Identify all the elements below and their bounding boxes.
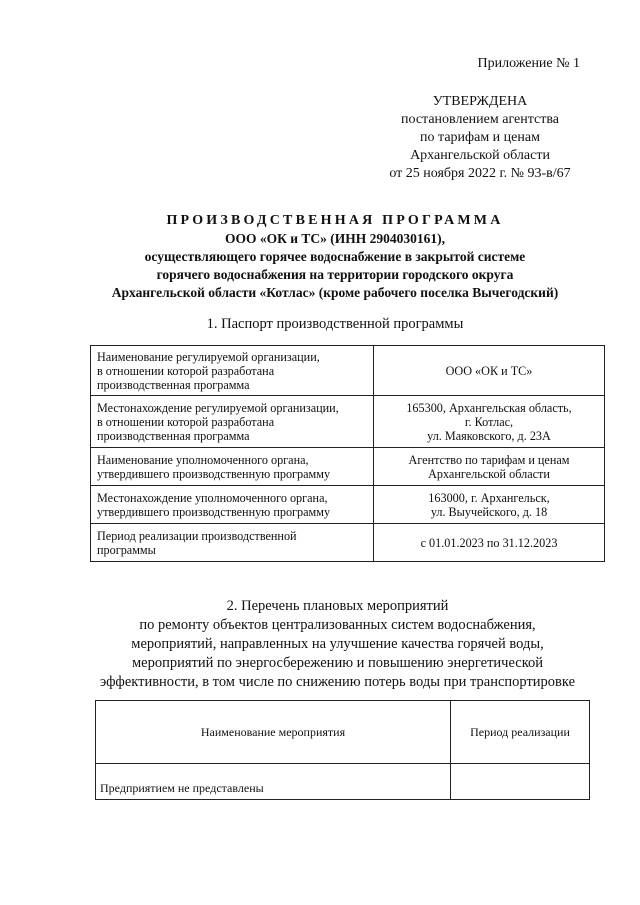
cell-line: ул. Выучейского, д. 18 xyxy=(430,504,548,519)
title-line: мероприятий по энергосбережению и повышению энергетической xyxy=(131,655,544,671)
table-row xyxy=(91,486,605,524)
cell-line: Наименование уполномоченного органа, xyxy=(97,452,309,467)
cell-line: ул. Маяковского, д. 23А xyxy=(427,428,551,443)
annex-number: Приложение № 1 xyxy=(477,56,580,71)
measure-cell: Предприятием не представлены xyxy=(96,764,451,800)
cell-line: Местонахождение уполномоченного органа, xyxy=(97,490,328,505)
cell-line: Период реализации производственной xyxy=(97,528,297,543)
section2-title xyxy=(60,597,615,692)
row-label xyxy=(91,448,374,486)
row-label xyxy=(91,524,374,562)
cell-line: производственная программа xyxy=(97,377,250,392)
approval-line: постановлением агентства xyxy=(401,112,559,127)
section1-title: 1. Паспорт производственной программы xyxy=(206,316,464,332)
cell-line: утвердившего производственную программу xyxy=(97,466,331,481)
cell-line: Агентство по тарифам и ценам xyxy=(408,452,570,467)
row-label xyxy=(91,486,374,524)
table-row xyxy=(91,448,605,486)
cell-line: утвердившего производственную программу xyxy=(97,504,331,519)
row-label xyxy=(91,396,374,448)
cell-line: в отношении которой разработана xyxy=(97,414,275,429)
table-header-row xyxy=(96,701,590,764)
passport-table xyxy=(90,345,605,562)
column-header-measure: Наименование мероприятия xyxy=(96,701,451,764)
cell-line: 163000, г. Архангельск, xyxy=(428,490,550,505)
cell-line: Наименование регулируемой организации, xyxy=(97,349,320,364)
row-value xyxy=(374,448,605,486)
cell-line: программы xyxy=(97,542,156,557)
document-title: ПРОИЗВОДСТВЕННАЯ ПРОГРАММА xyxy=(166,213,504,228)
cell-line: производственная программа xyxy=(97,428,250,443)
table-row xyxy=(91,346,605,396)
title-line: по ремонту объектов централизованных систем водоснабжения, xyxy=(139,617,536,633)
row-value xyxy=(374,486,605,524)
approval-line: по тарифам и ценам xyxy=(420,130,540,145)
table-row xyxy=(91,524,605,562)
title-line: эффективности, в том числе по снижению потерь воды при транспортировке xyxy=(99,674,576,690)
column-header-period: Период реализации xyxy=(451,701,590,764)
table-row xyxy=(96,764,590,800)
table-row xyxy=(91,396,605,448)
cell-line: г. Котлас, xyxy=(464,414,514,429)
heading-line: Архангельской области «Котлас» (кроме рабочего поселка Вычегодский) xyxy=(111,285,559,300)
approved-label: УТВЕРЖДЕНА xyxy=(432,94,528,109)
approval-date: от 25 ноября 2022 г. № 93-в/67 xyxy=(389,166,571,181)
heading-line: ООО «ОК и ТС» (ИНН 2904030161), xyxy=(224,231,446,246)
measures-table xyxy=(95,700,590,800)
cell-line: Архангельской области xyxy=(428,466,550,481)
period-cell xyxy=(451,764,590,800)
title-line: мероприятий, направленных на улучшение качества горячей воды, xyxy=(131,636,544,652)
document-heading xyxy=(60,212,610,302)
row-label xyxy=(91,346,374,396)
heading-line: горячего водоснабжения на территории городского округа xyxy=(156,267,514,282)
row-value xyxy=(374,396,605,448)
title-line: 2. Перечень плановых мероприятий xyxy=(226,598,449,614)
row-value xyxy=(374,524,605,562)
cell-line: с 01.01.2023 по 31.12.2023 xyxy=(420,535,558,550)
cell-line: в отношении которой разработана xyxy=(97,363,275,378)
row-value xyxy=(374,346,605,396)
cell-line: ООО «ОК и ТС» xyxy=(445,363,533,378)
cell-line: Местонахождение регулируемой организации, xyxy=(97,400,339,415)
cell-line: 165300, Архангельская область, xyxy=(406,400,572,415)
heading-line: осуществляющего горячее водоснабжение в закрытой системе xyxy=(144,249,526,264)
approval-line: Архангельской области xyxy=(410,148,550,163)
approval-block xyxy=(380,55,580,183)
